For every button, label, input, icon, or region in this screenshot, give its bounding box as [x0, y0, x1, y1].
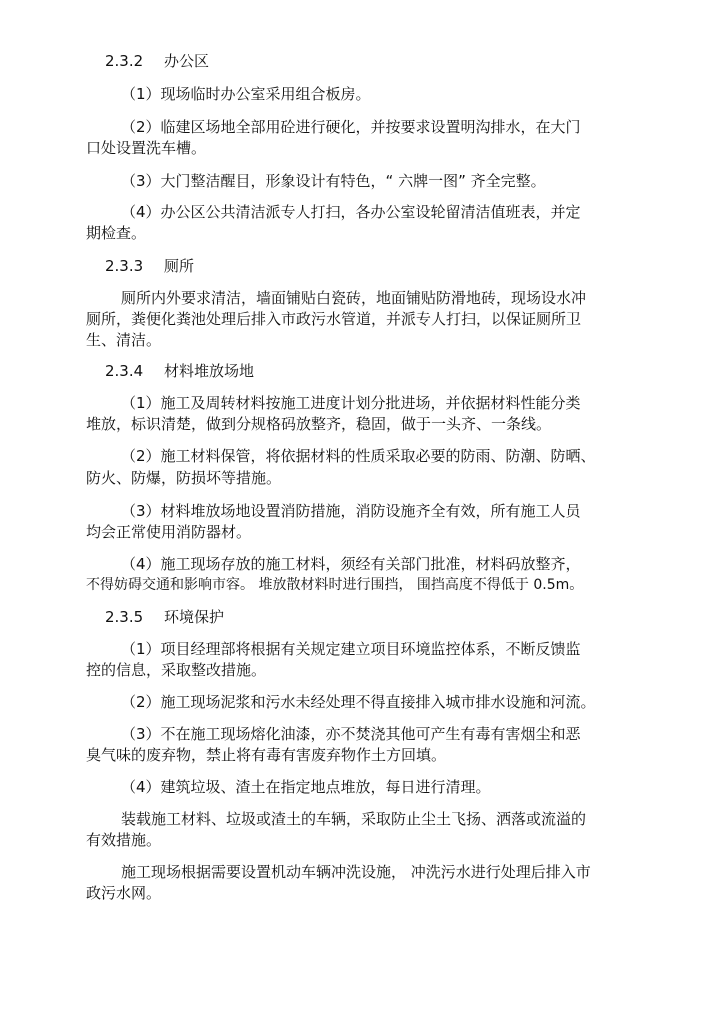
paragraph-line: 厕所内外要求清洁，墙面铺贴白瓷砖，地面铺贴防滑地砖，现场设水冲 [121, 289, 587, 307]
section-heading [105, 52, 209, 70]
paragraph-line: （2）施工材料保管，将依据材料的性质采取必要的防雨、防潮、防晒、 [121, 447, 596, 465]
paragraph-line: （1）现场临时办公室采用组合板房。 [121, 85, 371, 103]
section-number: 2.3.4 [105, 362, 144, 380]
paragraph-line: 不得妨碍交通和影响市容。 堆放散材料时进行围挡， 围挡高度不得低于 0.5m。 [86, 577, 584, 593]
paragraph-line: 装载施工材料、垃圾或渣土的车辆，采取防止尘土飞扬、洒落或流溢的 [121, 810, 587, 828]
section-title: 办公区 [163, 52, 209, 70]
paragraph-line: （3）材料堆放场地设置消防措施，消防设施齐全有效，所有施工人员 [121, 502, 581, 520]
paragraph-line: （1）施工及周转材料按施工进度计划分批进场，并依据材料性能分类 [121, 394, 581, 412]
paragraph-line: （4）办公区公共清洁派专人打扫，各办公室设轮留清洁值班表，并定 [121, 203, 581, 221]
paragraph-line: （2）临建区场地全部用砼进行硬化，并按要求设置明沟排水，在大门 [121, 118, 581, 136]
paragraph-line: 臭气味的废弃物，禁止将有毒有害废弃物作土方回填。 [86, 746, 447, 764]
paragraph-line: 施工现场根据需要设置机动车辆冲洗设施， 冲洗污水进行处理后排入市 [121, 863, 591, 881]
paragraph-line: 有效措施。 [86, 831, 162, 849]
section-number: 2.3.5 [105, 608, 144, 626]
paragraph-line: 政污水网。 [86, 884, 162, 902]
paragraph-line: 均会正常使用消防器材。 [86, 523, 252, 541]
paragraph-line: （4）建筑垃圾、渣土在指定地点堆放，每日进行清理。 [121, 778, 491, 796]
paragraph-line: 口处设置洗车槽。 [86, 139, 207, 157]
section-title: 厕所 [163, 257, 194, 275]
paragraph-line: 厕所，粪便化粪池处理后排入市政污水管道，并派专人打扫，以保证厕所卫 [86, 310, 582, 328]
section-heading [105, 362, 254, 380]
section-heading [105, 257, 194, 275]
section-title: 材料堆放场地 [163, 362, 254, 380]
paragraph-line: 堆放，标识清楚，做到分规格码放整齐，稳固，做于一头齐、一条线。 [86, 415, 552, 433]
paragraph-line: （2）施工现场泥浆和污水未经处理不得直接排入城市排水设施和河流。 [121, 693, 596, 711]
section-number: 2.3.3 [105, 257, 144, 275]
paragraph-line: （3）大门整洁醒目，形象设计有特色，“ 六牌一图” 齐全完整。 [121, 172, 546, 190]
section-number: 2.3.2 [105, 52, 144, 70]
section-title: 环境保护 [163, 608, 224, 626]
paragraph-line: 期检查。 [86, 224, 147, 242]
section-heading [105, 608, 224, 626]
paragraph-line: （4）施工现场存放的施工材料，须经有关部门批准，材料码放整齐， [121, 555, 581, 573]
paragraph-line: （3）不在施工现场熔化油漆，亦不焚浇其他可产生有毒有害烟尘和恶 [121, 725, 581, 743]
paragraph-line: 防火、防爆，防损坏等措施。 [86, 469, 282, 487]
paragraph-line: （1）项目经理部将根据有关规定建立项目环境监控体系，不断反馈监 [121, 640, 581, 658]
paragraph-line: 控的信息，采取整改措施。 [86, 661, 267, 679]
paragraph-line: 生、清洁。 [86, 331, 162, 349]
